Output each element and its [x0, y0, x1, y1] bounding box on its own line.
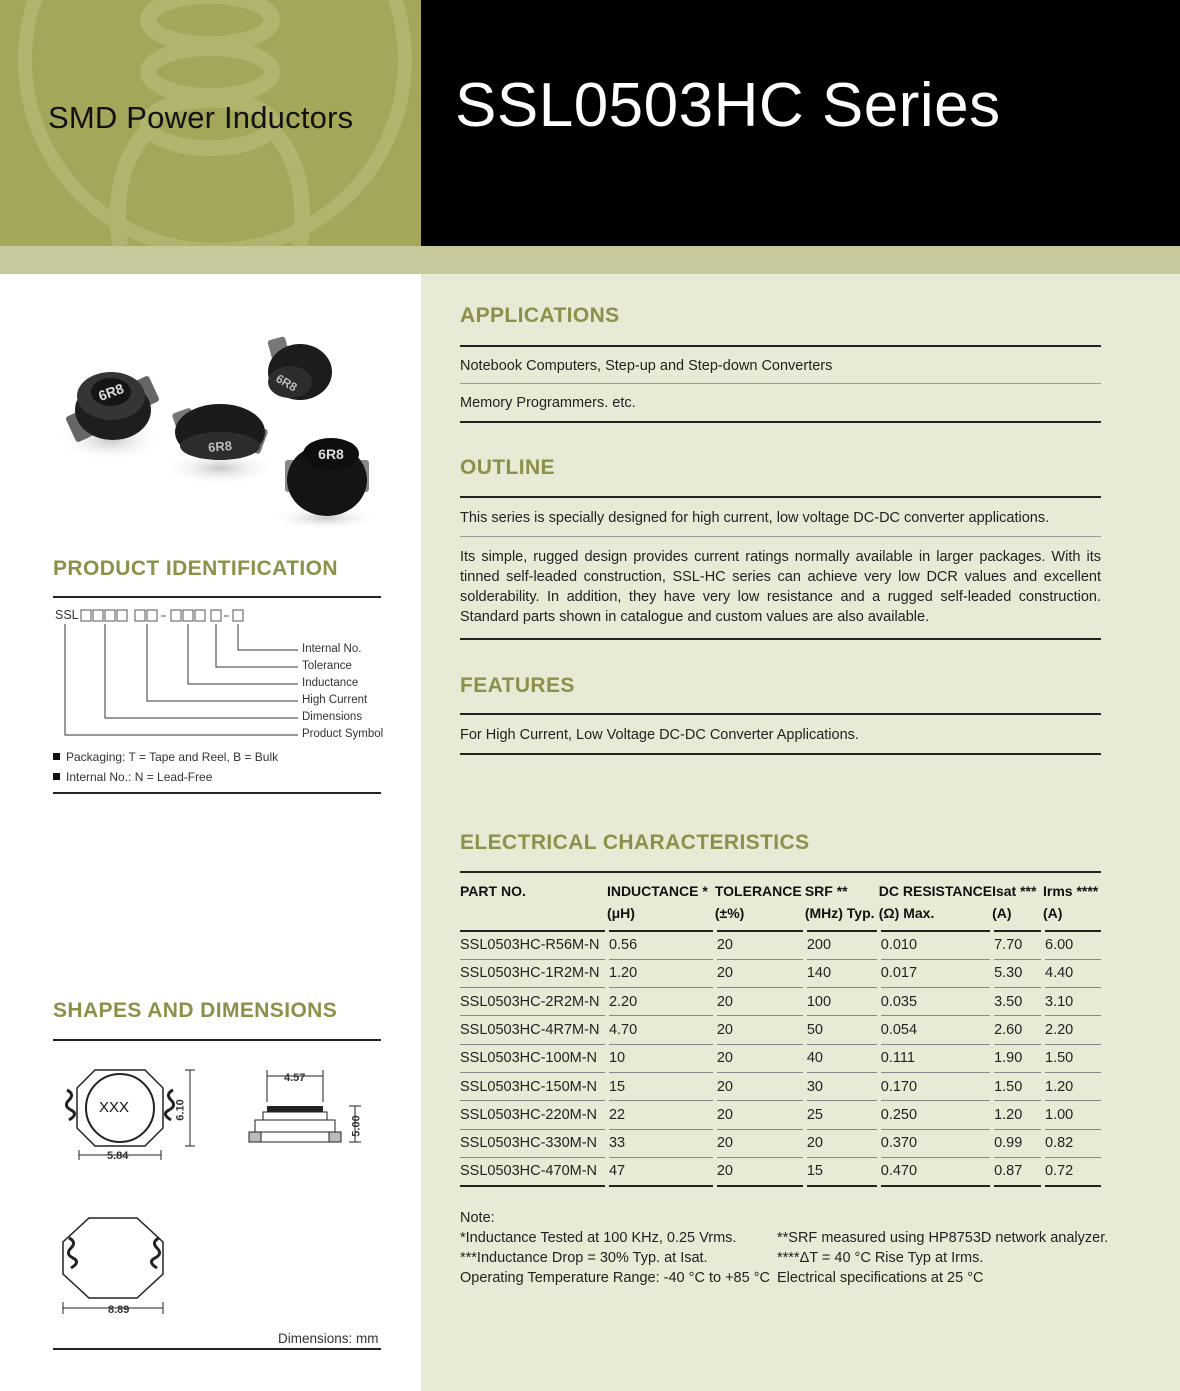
cell-srf: 140: [805, 959, 879, 987]
cell-tolerance: 20: [715, 1157, 805, 1185]
pid-bullet-internal-no: [53, 770, 212, 784]
cell-srf: 30: [805, 1072, 879, 1100]
inductor-marking-3: 6R8: [273, 371, 300, 395]
cell-tolerance: 20: [715, 1129, 805, 1157]
pid-bullet-packaging: [53, 750, 278, 764]
cell-inductance: 4.70: [607, 1016, 715, 1044]
product-identification-heading: PRODUCT IDENTIFICATION: [53, 557, 338, 580]
note-label: Note:: [460, 1210, 495, 1226]
cell-dc-resistance: 0.010: [879, 931, 992, 959]
cell-irms: 1.50: [1043, 1044, 1101, 1072]
shapes-rule-bottom: [53, 1348, 381, 1350]
electrical-rule-top: [460, 871, 1101, 873]
pid-label-high-current: High Current: [302, 694, 368, 706]
table-row: [460, 1129, 1101, 1157]
cell-srf: 50: [805, 1016, 879, 1044]
note-srf: **SRF measured using HP8753D network analyzer.: [777, 1230, 1109, 1246]
cell-srf: 40: [805, 1044, 879, 1072]
cell-isat: 1.90: [992, 1044, 1043, 1072]
dim-pad-label: 8.89: [108, 1304, 130, 1316]
cell-dc-resistance: 0.170: [879, 1072, 992, 1100]
note-spec-temp: Electrical specifications at 25 °C: [777, 1270, 984, 1286]
outline-heading: OUTLINE: [460, 456, 555, 479]
cell-part-no: SSL0503HC-100M-N: [460, 1044, 607, 1072]
table-row: [460, 1157, 1101, 1185]
table-row: [460, 1101, 1101, 1129]
applications-rule-mid: [460, 383, 1101, 384]
cell-dc-resistance: 0.111: [879, 1044, 992, 1072]
cell-part-no: SSL0503HC-330M-N: [460, 1129, 607, 1157]
col-part-no: PART NO.: [460, 874, 607, 931]
features-item: For High Current, Low Voltage DC-DC Converter Applications.: [460, 727, 859, 743]
table-row: [460, 1016, 1101, 1044]
pid-prefix: SSL: [55, 608, 79, 622]
col-irms: Irms **** (A): [1043, 874, 1101, 931]
pid-label-product-symbol: Product Symbol: [302, 728, 384, 740]
inductor-photo-3: [267, 336, 332, 400]
outline-para-1: This series is specially designed for high current, low voltage DC-DC converter applications.: [460, 510, 1050, 526]
cell-part-no: SSL0503HC-1R2M-N: [460, 959, 607, 987]
pid-bullet-text: Internal No.: N = Lead-Free: [66, 770, 213, 784]
cell-isat: 1.20: [992, 1101, 1043, 1129]
cell-irms: 2.20: [1043, 1016, 1101, 1044]
cell-part-no: SSL0503HC-4R7M-N: [460, 1016, 607, 1044]
note-inductance-test: *Inductance Tested at 100 KHz, 0.25 Vrms.: [460, 1230, 737, 1246]
cell-part-no: SSL0503HC-470M-N: [460, 1157, 607, 1185]
inductor-marking-4: 6R8: [318, 446, 344, 462]
outline-rule-top: [460, 496, 1101, 498]
shapes-heading: SHAPES AND DIMENSIONS: [53, 999, 338, 1022]
header-band: [0, 246, 1180, 274]
cell-part-no: SSL0503HC-R56M-N: [460, 931, 607, 959]
cell-tolerance: 20: [715, 988, 805, 1016]
cell-srf: 100: [805, 988, 879, 1016]
header-right-panel: [421, 0, 1180, 246]
electrical-heading: ELECTRICAL CHARACTERISTICS: [460, 831, 810, 854]
top-view-marking: XXX: [99, 1099, 130, 1116]
inductor-marking-1: 6R8: [96, 380, 126, 404]
features-rule-top: [460, 713, 1101, 715]
cell-isat: 7.70: [992, 931, 1043, 959]
shapes-rule-top: [53, 1039, 381, 1041]
inductor-photo-1: [55, 372, 165, 462]
cell-isat: 1.50: [992, 1072, 1043, 1100]
pid-label-dimensions: Dimensions: [302, 711, 363, 723]
pid-label-tolerance: Tolerance: [302, 660, 352, 672]
applications-item-1: Notebook Computers, Step-up and Step-down Converters: [460, 358, 833, 374]
cell-inductance: 10: [607, 1044, 715, 1072]
note-temp-rise: ****ΔT = 40 °C Rise Typ at Irms.: [777, 1250, 984, 1266]
cell-irms: 4.40: [1043, 959, 1101, 987]
inductor-photo-4: [270, 438, 380, 530]
cell-dc-resistance: 0.054: [879, 1016, 992, 1044]
col-srf: SRF ** (MHz) Typ.: [805, 874, 879, 931]
cell-isat: 0.99: [992, 1129, 1043, 1157]
cell-irms: 1.00: [1043, 1101, 1101, 1129]
table-row: [460, 959, 1101, 987]
dimensions-units: Dimensions: mm: [278, 1331, 379, 1346]
cell-inductance: 2.20: [607, 988, 715, 1016]
side-view-drawing: [245, 1062, 375, 1152]
cell-part-no: SSL0503HC-220M-N: [460, 1101, 607, 1129]
outline-rule-mid: [460, 536, 1101, 537]
dim-side-label: 5.00: [350, 1115, 363, 1137]
cell-part-no: SSL0503HC-150M-N: [460, 1072, 607, 1100]
cell-irms: 0.72: [1043, 1157, 1101, 1185]
cell-part-no: SSL0503HC-2R2M-N: [460, 988, 607, 1016]
square-bullet-icon: [53, 773, 60, 780]
cell-tolerance: 20: [715, 931, 805, 959]
note-inductance-drop: ***Inductance Drop = 30% Typ. at Isat.: [460, 1250, 708, 1266]
applications-item-2: Memory Programmers. etc.: [460, 395, 636, 411]
pid-rule-bottom: [53, 792, 381, 794]
features-heading: FEATURES: [460, 674, 575, 697]
cell-irms: 6.00: [1043, 931, 1101, 959]
features-rule-bottom: [460, 753, 1101, 755]
pid-rule-top: [53, 596, 381, 598]
cell-isat: 2.60: [992, 1016, 1043, 1044]
outline-rule-bottom: [460, 638, 1101, 640]
cell-tolerance: 20: [715, 1101, 805, 1129]
cell-srf: 15: [805, 1157, 879, 1185]
table-row: [460, 931, 1101, 959]
cell-dc-resistance: 0.250: [879, 1101, 992, 1129]
cell-irms: 0.82: [1043, 1129, 1101, 1157]
dim-width-label: 5.84: [107, 1150, 129, 1162]
inductor-photo-2: [162, 404, 278, 486]
table-header-row: [460, 874, 1101, 931]
cell-isat: 0.87: [992, 1157, 1043, 1185]
cell-dc-resistance: 0.017: [879, 959, 992, 987]
header-left-panel: [0, 0, 421, 246]
col-isat: Isat *** (A): [992, 874, 1043, 931]
cell-inductance: 47: [607, 1157, 715, 1185]
pid-bullet-text: Packaging: T = Tape and Reel, B = Bulk: [66, 750, 279, 764]
cell-inductance: 1.20: [607, 959, 715, 987]
cell-srf: 20: [805, 1129, 879, 1157]
header-subtitle: SMD Power Inductors: [48, 100, 354, 135]
applications-heading: APPLICATIONS: [460, 304, 620, 327]
note-operating-temp: Operating Temperature Range: -40 °C to +85 °C: [460, 1270, 770, 1286]
cell-inductance: 22: [607, 1101, 715, 1129]
inductor-marking-2: 6R8: [207, 437, 233, 456]
cell-isat: 3.50: [992, 988, 1043, 1016]
cell-tolerance: 20: [715, 1044, 805, 1072]
cell-irms: 3.10: [1043, 988, 1101, 1016]
table-row: [460, 1072, 1101, 1100]
cell-tolerance: 20: [715, 959, 805, 987]
dim-height-label: 6.10: [174, 1099, 187, 1121]
cell-inductance: 0.56: [607, 931, 715, 959]
electrical-table: [460, 874, 1101, 1187]
pid-label-inductance: Inductance: [302, 677, 359, 689]
col-dc-resistance: DC RESISTANCE (Ω) Max.: [879, 874, 992, 931]
col-inductance: INDUCTANCE * (μH): [607, 874, 715, 931]
cell-dc-resistance: 0.035: [879, 988, 992, 1016]
pid-label-internal-no: Internal No.: [302, 643, 362, 655]
page-title: SSL0503HC Series: [455, 71, 1001, 140]
applications-rule-top: [460, 345, 1101, 347]
cell-dc-resistance: 0.470: [879, 1157, 992, 1185]
cell-inductance: 33: [607, 1129, 715, 1157]
cell-srf: 200: [805, 931, 879, 959]
dim-top-label: 4.57: [284, 1072, 306, 1084]
col-tolerance: TOLERANCE (±%): [715, 874, 805, 931]
product-photo: [55, 330, 385, 530]
applications-rule-bottom: [460, 421, 1101, 423]
cell-dc-resistance: 0.370: [879, 1129, 992, 1157]
cell-irms: 1.20: [1043, 1072, 1101, 1100]
outline-para-2: Its simple, rugged design provides current ratings normally available in larger packages. With its tinned self-leaded construction, SSL-HC series can achieve very low DCR values and excellent solderability. In addition, they have very low resistance and a rugged self-leaded construction. Standard parts shown in catalogue and custom values are also available.: [460, 549, 1101, 625]
table-row: [460, 988, 1101, 1016]
pid-code-diagram: [53, 606, 383, 746]
cell-inductance: 15: [607, 1072, 715, 1100]
table-row: [460, 1044, 1101, 1072]
square-bullet-icon: [53, 753, 60, 760]
cell-tolerance: 20: [715, 1016, 805, 1044]
cell-isat: 5.30: [992, 959, 1043, 987]
cell-tolerance: 20: [715, 1072, 805, 1100]
cell-srf: 25: [805, 1101, 879, 1129]
